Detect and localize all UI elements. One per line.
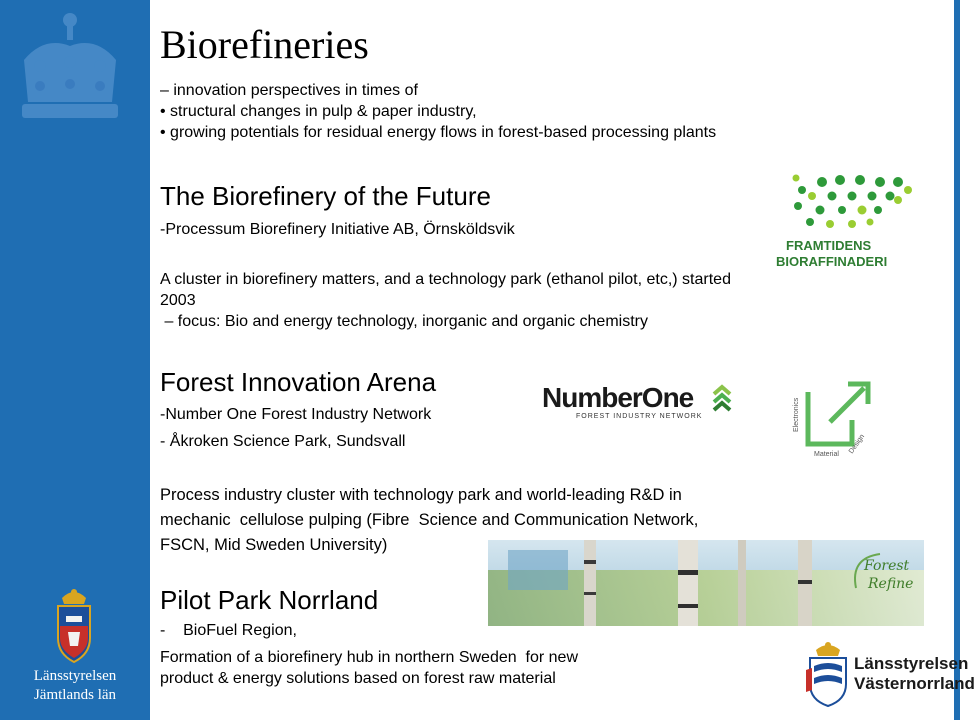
- numberone-wordmark: NumberOne: [542, 382, 694, 413]
- framtidens-line1: FRAMTIDENS: [786, 238, 872, 253]
- pilot-desc-line: product & energy solutions based on forest raw material: [160, 670, 556, 687]
- numberone-logo: [538, 380, 738, 422]
- vasternorrland-wordmark: [854, 654, 975, 694]
- framtidens-line2: BIORAFFINADERI: [776, 254, 888, 269]
- cluster-desc-line: 2003: [160, 292, 196, 309]
- section-heading-future: The Biorefinery of the Future: [160, 181, 491, 211]
- cluster-description: [160, 269, 950, 332]
- processum-line: -Processum Biorefinery Initiative AB, Örnsköldsvik: [160, 221, 515, 238]
- sidebar-divider: [150, 0, 154, 720]
- numberone-tagline: FOREST INDUSTRY NETWORK: [576, 413, 703, 420]
- vasternorrland-line2: Västernorrland: [854, 674, 975, 693]
- agency-jamtland-line1: Länsstyrelsen: [33, 668, 117, 684]
- intro-bullet: • structural changes in pulp & paper industry,: [160, 103, 477, 120]
- vasternorrland-logo: [806, 640, 975, 708]
- cluster-desc-line: – focus: Bio and energy technology, inorganic and organic chemistry: [160, 313, 648, 330]
- right-border: [954, 0, 960, 720]
- vasternorrland-line1: Länsstyrelsen: [854, 654, 969, 673]
- process-desc-line: FSCN, Mid Sweden University): [160, 536, 388, 554]
- forest-refine-line1: Forest: [864, 558, 910, 574]
- process-desc-line: mechanic cellulose pulping (Fibre Science and Communication Network,: [160, 511, 699, 529]
- process-desc-line: Process industry cluster with technology park and world-leading R&D in: [160, 486, 682, 504]
- design-label-design: Design: [847, 433, 867, 456]
- design-label-material: Material: [814, 451, 839, 458]
- intro-line: – innovation perspectives in times of: [160, 82, 418, 99]
- pilot-line-biofuel: - BioFuel Region,: [160, 622, 297, 639]
- intro-block: [160, 80, 716, 143]
- chevron-up-icon: [712, 384, 732, 412]
- coat-of-arms-icon: [806, 640, 850, 708]
- framtidens-bioraffinaderi-logo: [776, 170, 932, 270]
- design-network-logo: [780, 372, 880, 458]
- crown-icon: [10, 6, 130, 126]
- slide-title: Biorefineries: [160, 22, 369, 67]
- design-label-electronics: Electronics: [793, 397, 800, 432]
- arena-line-akroken: - Åkroken Science Park, Sundsvall: [160, 433, 406, 450]
- agency-jamtland-line2: Jämtlands län: [33, 687, 117, 703]
- pilot-description: [160, 647, 760, 689]
- forest-refine-line2: Refine: [868, 576, 914, 592]
- pilot-desc-line: Formation of a biorefinery hub in northern Sweden for new: [160, 649, 579, 666]
- intro-bullet: • growing potentials for residual energy flows in forest-based processing plants: [160, 124, 717, 141]
- arena-line-numberone: -Number One Forest Industry Network: [160, 406, 432, 423]
- sidebar: [0, 0, 150, 720]
- coat-of-arms-icon: [52, 586, 96, 666]
- agency-jamtland-label: [0, 667, 150, 705]
- forest-refine-logo: [846, 548, 924, 598]
- cluster-desc-line: A cluster in biorefinery matters, and a technology park (ethanol pilot, etc,) started: [160, 271, 731, 288]
- section-heading-pilot: Pilot Park Norrland: [160, 585, 379, 615]
- section-heading-arena: Forest Innovation Arena: [160, 367, 437, 397]
